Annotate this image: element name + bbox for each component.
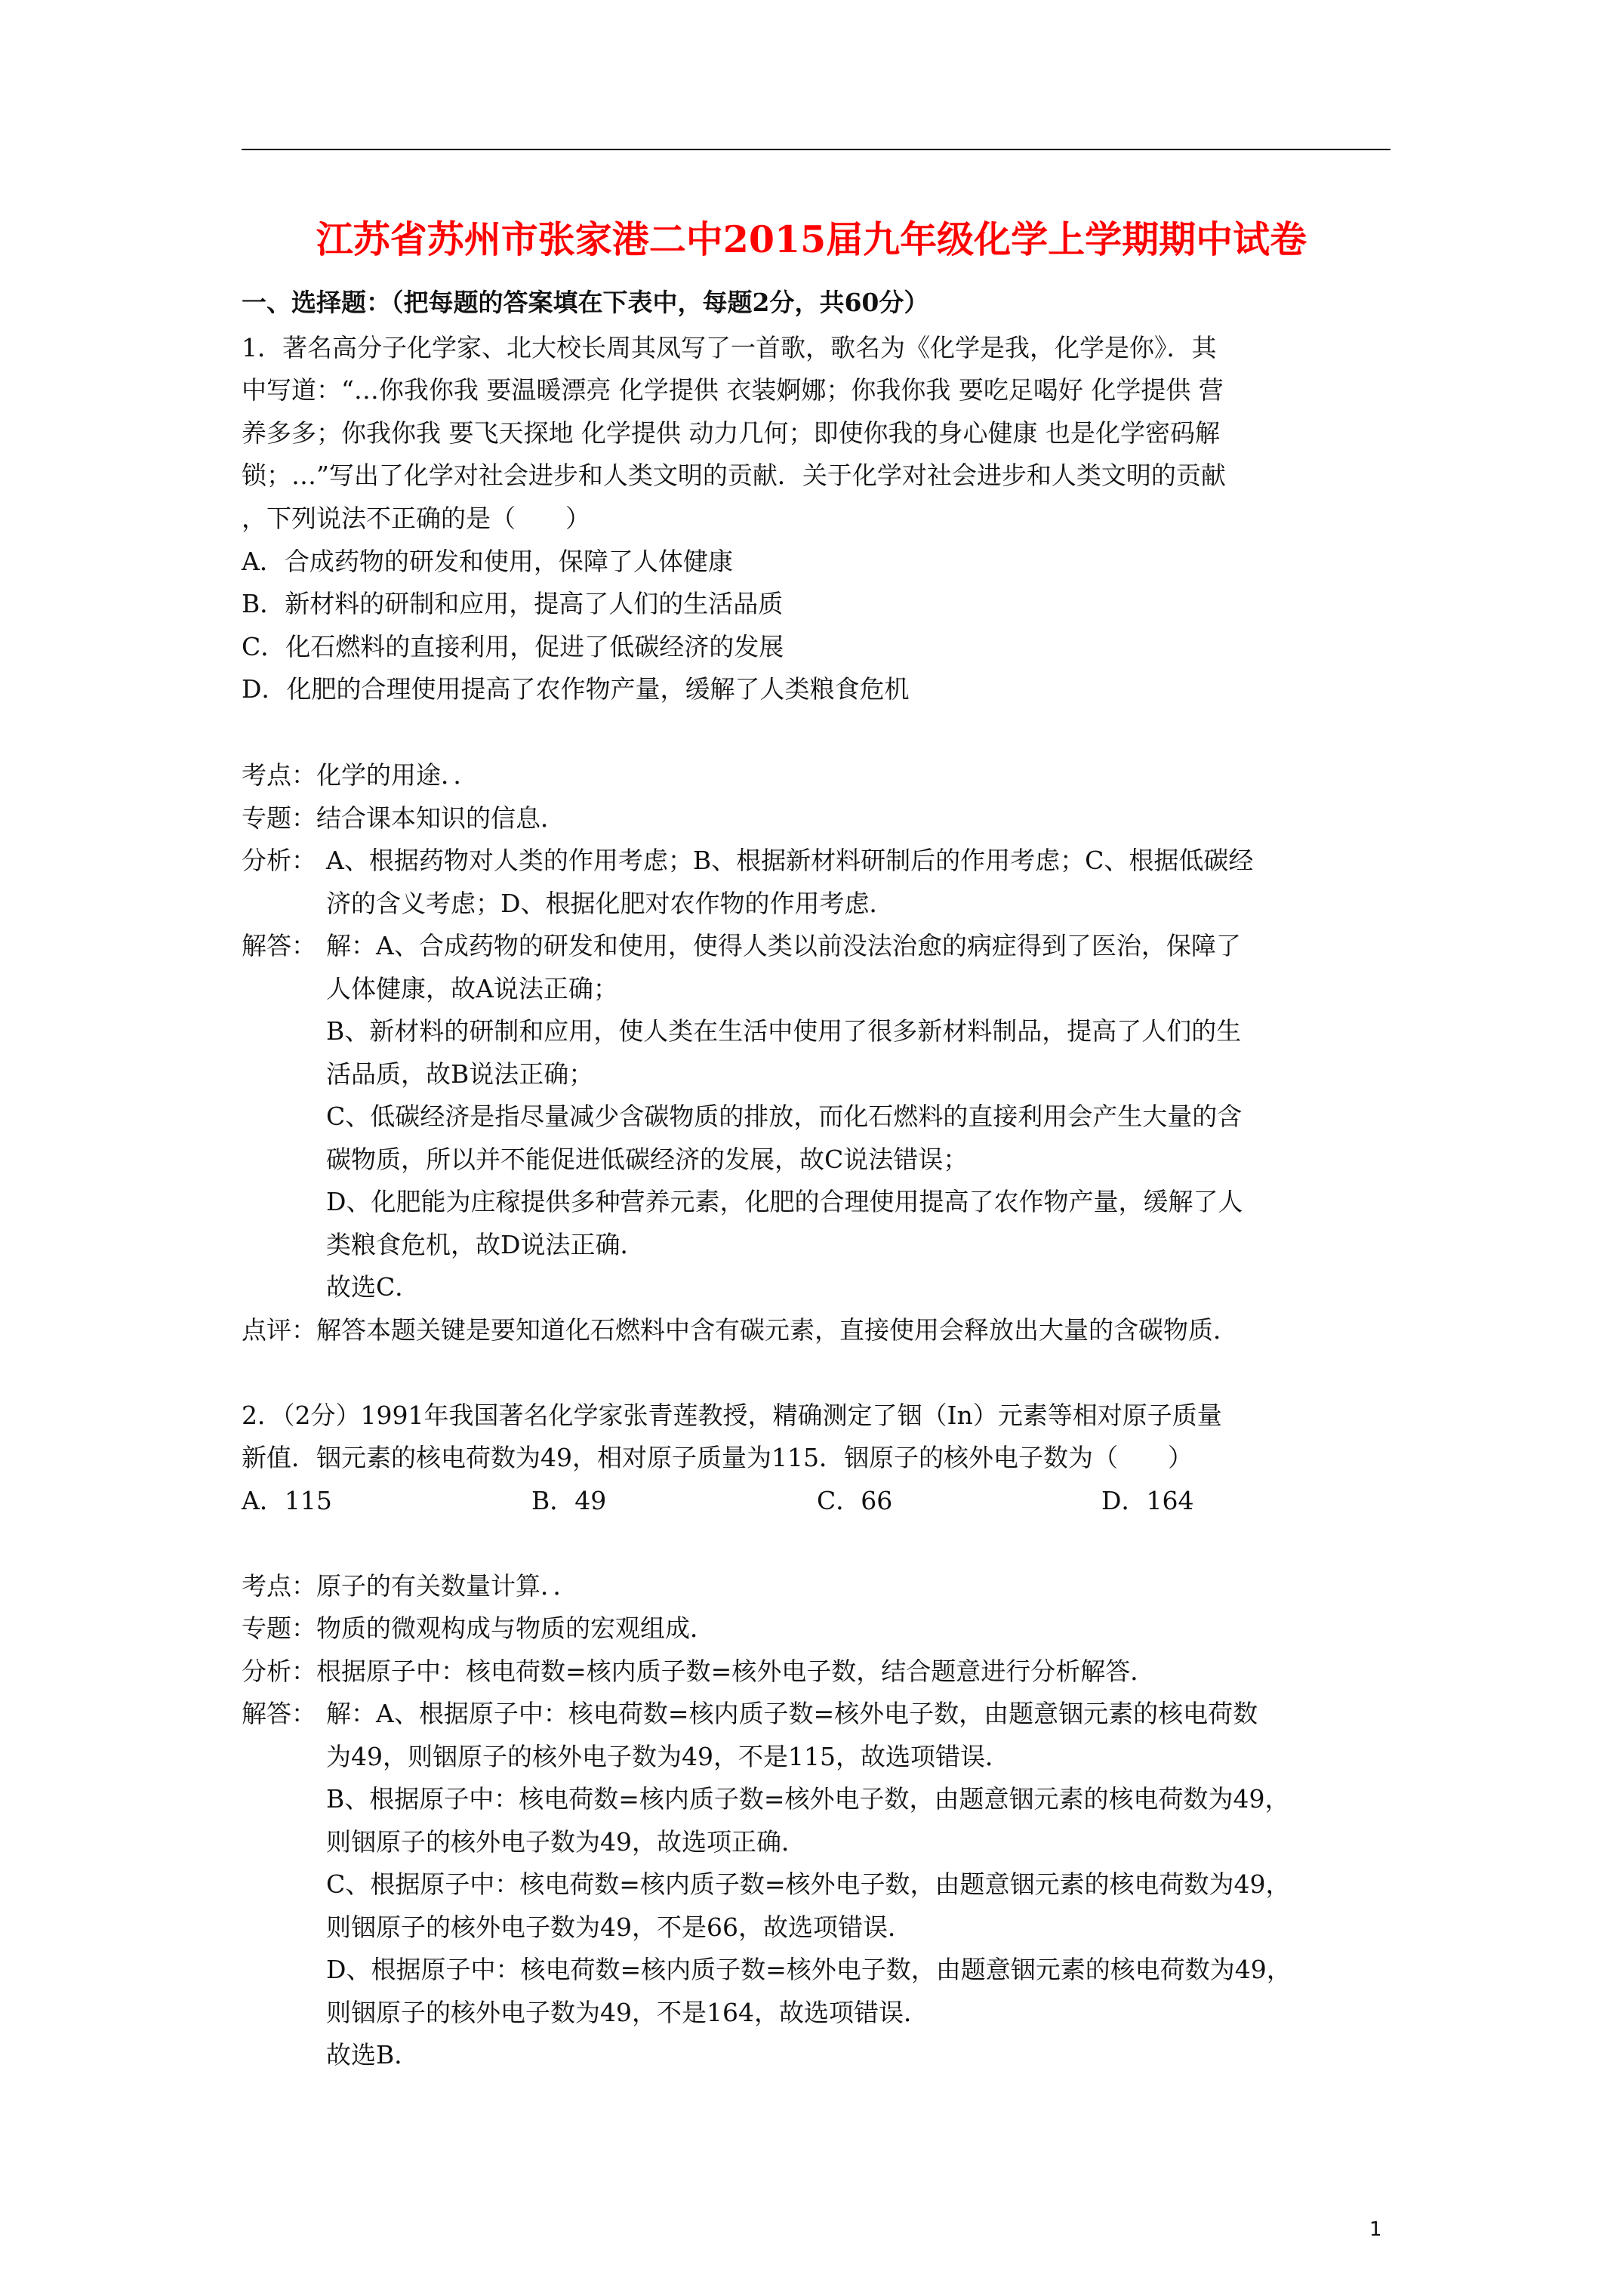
- q1-option-c: C．化石燃料的直接利用，促进了低碳经济的发展: [242, 632, 784, 661]
- q1-jieda-line: D、化肥能为庄稼提供多种营养元素，化肥的合理使用提高了农作物产量，缓解了人: [326, 1187, 1243, 1216]
- q1-jieda-line: B、新材料的研制和应用，使人类在生活中使用了很多新材料制品，提高了人们的生: [326, 1016, 1242, 1046]
- q2-fenxi: [242, 1654, 1155, 1689]
- q1-jieda-line: 解：A、合成药物的研发和使用，使得人类以前没法治愈的病症得到了医治，保障了: [326, 931, 1241, 960]
- q1-jieda: [242, 929, 1241, 963]
- q1-jieda-line: 活品质，故B说法正确；: [326, 1059, 594, 1089]
- q1-zhuanti-label: 专题：: [242, 803, 316, 833]
- q2-jieda-line: 故选B．: [326, 2040, 420, 2069]
- q1-dianping-text: 解答本题关键是要知道化石燃料中含有碳元素，直接使用会释放出大量的含碳物质．: [316, 1315, 1238, 1345]
- q2-option-a: A．115: [242, 1486, 332, 1515]
- q1-kaodian: [242, 758, 479, 793]
- q1-zhuanti: [242, 801, 565, 836]
- q2-jieda-line: 则铟原子的核外电子数为49，故选项正确．: [326, 1827, 806, 1857]
- q1-fenxi-line: A、根据药物对人类的作用考虑；B、根据新材料研制后的作用考虑；C、根据低碳经: [326, 846, 1254, 875]
- q2-fenxi-text: 根据原子中：核电荷数=核内质子数=核外电子数，结合题意进行分析解答．: [316, 1657, 1156, 1686]
- q2-jieda-line: B、根据原子中：核电荷数=核内质子数=核外电子数，由题意铟元素的核电荷数为49，: [326, 1784, 1290, 1814]
- page-number: 1: [1369, 2218, 1382, 2241]
- header-rule: [242, 149, 1390, 150]
- q2-option-b: B．49: [531, 1486, 607, 1515]
- q1-stem-line: ，下列说法不正确的是（ ）: [242, 504, 590, 533]
- q1-zhuanti-text: 结合课本知识的信息．: [316, 803, 565, 833]
- q1-jieda-line: 类粮食危机，故D说法正确．: [326, 1230, 645, 1259]
- q1-option-a: A．合成药物的研发和使用，保障了人体健康: [242, 547, 733, 576]
- q2-jieda-line: 则铟原子的核外电子数为49，不是66，故选项错误．: [326, 1912, 913, 1942]
- q1-jieda-label: 解答：: [242, 931, 316, 960]
- q2-kaodian-text: 原子的有关数量计算．．: [316, 1571, 578, 1601]
- q2-zhuanti-label: 专题：: [242, 1613, 316, 1643]
- q1-jieda-line: C、低碳经济是指尽量减少含碳物质的排放，而化石燃料的直接利用会产生大量的含: [326, 1102, 1243, 1131]
- q1-stem-line: 锁；…”写出了化学对社会进步和人类文明的贡献．关于化学对社会进步和人类文明的贡献: [242, 461, 1226, 490]
- q1-jieda-line: 人体健康，故A说法正确；: [326, 974, 618, 1003]
- q2-kaodian: [242, 1569, 578, 1604]
- q2-zhuanti: [242, 1611, 715, 1646]
- q1-option-b: B．新材料的研制和应用，提高了人们的生活品质: [242, 589, 784, 618]
- q1-stem-line: 1．著名高分子化学家、北大校长周其凤写了一首歌，歌名为《化学是我，化学是你》．其: [242, 333, 1217, 362]
- q2-fenxi-label: 分析：: [242, 1657, 316, 1686]
- q1-kaodian-label: 考点：: [242, 760, 316, 790]
- q2-jieda-label: 解答：: [242, 1699, 316, 1728]
- q2-option-d: D．164: [1101, 1486, 1194, 1515]
- q2-jieda-line: 解：A、根据原子中：核电荷数=核内质子数=核外电子数，由题意铟元素的核电荷数: [326, 1699, 1258, 1728]
- q2-jieda: [242, 1697, 1258, 1731]
- q1-stem-line: 中写道：“…你我你我 要温暖漂亮 化学提供 衣装婀娜；你我你我 要吃足喝好 化学提供 营: [242, 375, 1224, 405]
- q2-zhuanti-text: 物质的微观构成与物质的宏观组成．: [316, 1613, 715, 1643]
- q2-stem-line: 2．（2分）1991年我国著名化学家张青莲教授，精确测定了铟（In）元素等相对原子质量: [242, 1401, 1222, 1430]
- q2-jieda-line: 则铟原子的核外电子数为49，不是164，故选项错误．: [326, 1998, 929, 2027]
- q1-fenxi: [242, 843, 1253, 878]
- q1-dianping: [242, 1313, 1238, 1348]
- q1-fenxi-label: 分析：: [242, 846, 316, 875]
- q1-stem-line: 养多多；你我你我 要飞天探地 化学提供 动力几何；即使你我的身心健康 也是化学密码解: [242, 418, 1220, 448]
- q2-stem-line: 新值．铟元素的核电荷数为49，相对原子质量为115．铟原子的核外电子数为（ ）: [242, 1443, 1193, 1472]
- q2-kaodian-label: 考点：: [242, 1571, 316, 1601]
- q2-jieda-line: D、根据原子中：核电荷数=核内质子数=核外电子数，由题意铟元素的核电荷数为49，: [326, 1955, 1292, 1984]
- q1-jieda-line: 故选C．: [326, 1272, 420, 1302]
- q1-jieda-line: 碳物质，所以并不能促进低碳经济的发展，故C说法错误；: [326, 1145, 969, 1174]
- section-heading: 一、选择题：（把每题的答案填在下表中，每题2分，共60分）: [242, 288, 929, 317]
- q1-dianping-label: 点评：: [242, 1315, 316, 1345]
- q1-kaodian-text: 化学的用途．．: [316, 760, 479, 790]
- q2-jieda-line: C、根据原子中：核电荷数=核内质子数=核外电子数，由题意铟元素的核电荷数为49，: [326, 1869, 1291, 1899]
- document-title: 江苏省苏州市张家港二中2015届九年级化学上学期期中试卷: [316, 217, 1307, 261]
- q2-jieda-line: 为49，则铟原子的核外电子数为49，不是115，故选项错误．: [326, 1742, 1010, 1771]
- q1-option-d: D．化肥的合理使用提高了农作物产量，缓解了人类粮食危机: [242, 674, 910, 704]
- q2-option-c: C．66: [817, 1486, 893, 1515]
- q1-fenxi-line: 济的含义考虑；D、根据化肥对农作物的作用考虑．: [326, 889, 895, 918]
